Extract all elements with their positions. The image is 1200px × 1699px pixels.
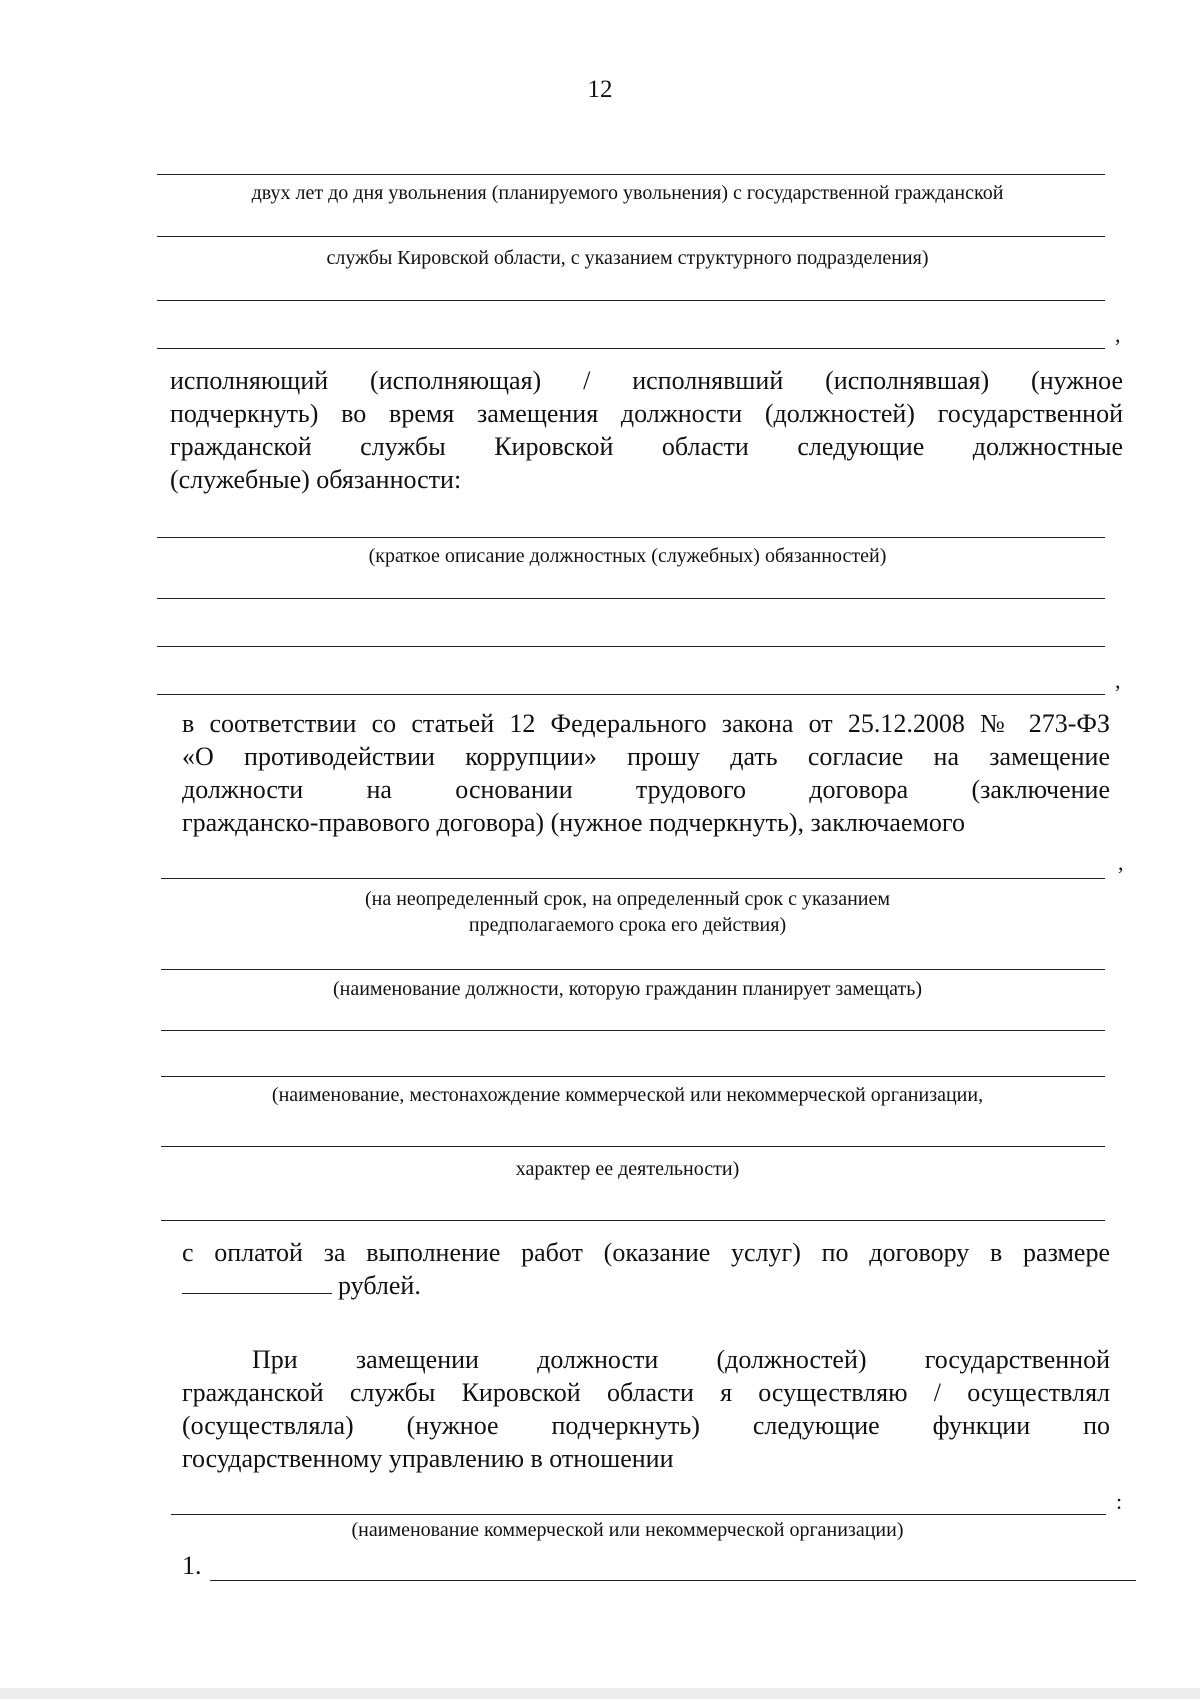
paragraph-line: гражданской службы Кировской области следующие должностные (170, 432, 1123, 461)
form-line (171, 1514, 1106, 1515)
paragraph-line: (служебные) обязанности: (170, 465, 462, 494)
caption-contract-term: предполагаемого срока его действия) (468, 914, 787, 936)
caption-organization: (наименование, местонахождение коммерческой или некоммерческой организации, (271, 1084, 984, 1106)
paragraph-line: гражданско-правового договора) (нужное подчеркнуть), заключаемого (182, 808, 965, 837)
line-end-comma: , (1115, 668, 1121, 693)
line-end-comma: , (1118, 850, 1124, 875)
paragraph-line: (осуществляла) (нужное подчеркнуть) следующие функции по (182, 1411, 1110, 1440)
paragraph-line-amount (182, 1269, 1110, 1302)
form-line (210, 1580, 1136, 1581)
list-item-number: 1. (182, 1551, 202, 1580)
caption-service-dates: двух лет до дня увольнения (планируемого увольнения) с государственной гражданской (251, 182, 1004, 204)
paragraph-functions (182, 1343, 1110, 1475)
caption-service-unit: службы Кировской области, с указанием структурного подразделения) (326, 247, 929, 269)
scan-edge (0, 1688, 1200, 1699)
paragraph-line: При замещении должности (должностей) государственной (252, 1345, 1110, 1374)
paragraph-line: государственному управлению в отношении (182, 1444, 674, 1473)
form-line (161, 1146, 1105, 1147)
form-line (157, 694, 1105, 695)
caption-duties-description: (краткое описание должностных (служебных) обязанностей) (368, 545, 887, 567)
paragraph-request (182, 707, 1110, 839)
caption-position-name: (наименование должности, которую гражданин планирует замещать) (332, 978, 923, 1000)
paragraph-line: гражданской службы Кировской области я осуществляю / осуществлял (182, 1378, 1110, 1407)
form-line (157, 537, 1105, 538)
page-number: 12 (587, 76, 613, 103)
form-line (157, 174, 1105, 175)
form-line (157, 598, 1105, 599)
line-end-comma: , (1115, 322, 1121, 347)
paragraph-line: «О противодействии коррупции» прошу дать согласие на замещение (182, 742, 1110, 771)
currency-label: рублей. (338, 1271, 421, 1300)
paragraph-line: исполняющий (исполняющая) / исполнявший (исполнявшая) (нужное (170, 366, 1123, 395)
caption-organization-name: (наименование коммерческой или некоммерческой организации) (351, 1519, 904, 1541)
form-line (161, 878, 1105, 879)
paragraph-duties (170, 364, 1123, 496)
paragraph-line: подчеркнуть) во время замещения должности (должностей) государственной (170, 399, 1123, 428)
paragraph-line: в соответствии со статьей 12 Федерального закона от 25.12.2008 № 273-ФЗ (182, 709, 1110, 738)
paragraph-line: должности на основании трудового договора (заключение (182, 775, 1110, 804)
form-line (157, 300, 1105, 301)
form-line (161, 1030, 1105, 1031)
form-line (157, 236, 1105, 237)
paragraph-line: с оплатой за выполнение работ (оказание услуг) по договору в размере (182, 1238, 1110, 1267)
form-line (157, 348, 1105, 349)
form-line (161, 1220, 1105, 1221)
caption-activity: характер ее деятельности) (515, 1158, 740, 1180)
form-line (161, 969, 1105, 970)
paragraph-payment (182, 1236, 1110, 1302)
line-end-colon: : (1116, 1489, 1123, 1514)
amount-blank (182, 1269, 332, 1294)
caption-contract-term: (на неопределенный срок, на определенный срок с указанием (364, 888, 891, 910)
form-line (157, 646, 1105, 647)
form-line (161, 1076, 1105, 1077)
